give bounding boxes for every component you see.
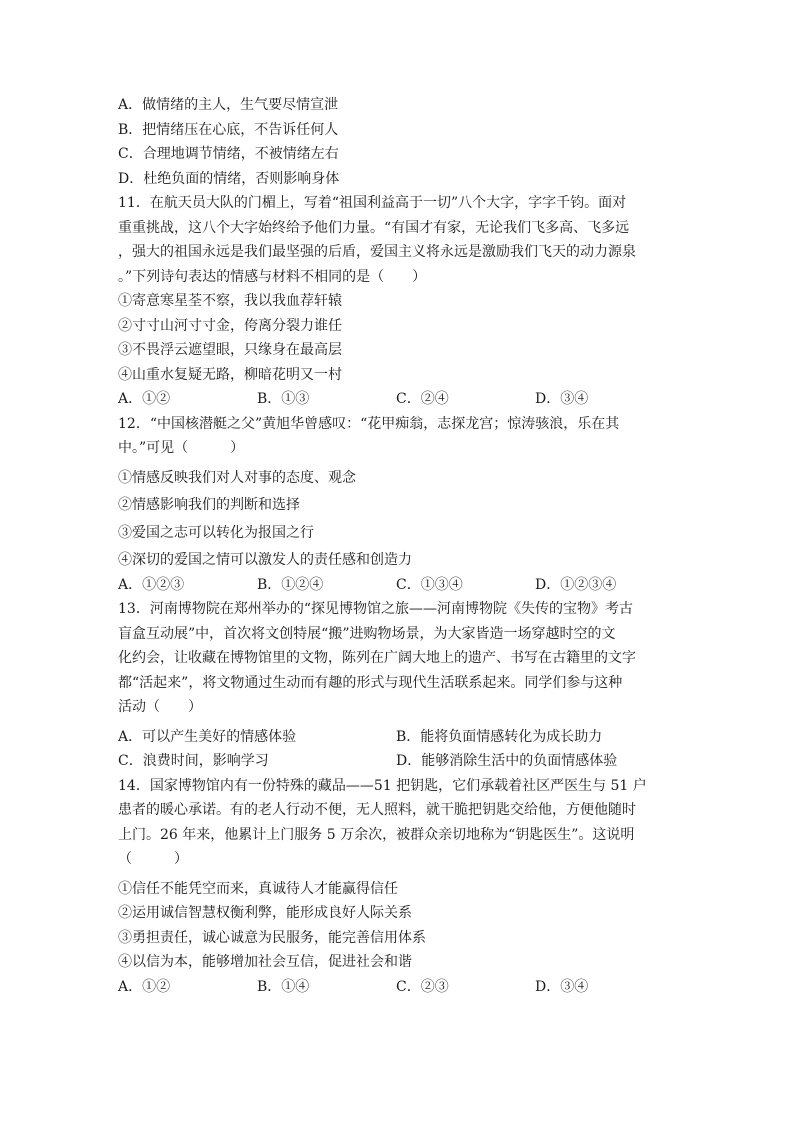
q11-item-1: ①寄意寒星荃不察，我以我血荐轩辕 <box>118 293 342 309</box>
q13-choice-d: D．能够消除生活中的负面情感体验 <box>396 753 618 769</box>
q14-choice-a: A．①② <box>118 978 171 995</box>
q12-choice-c: C．①③④ <box>396 576 463 593</box>
q11-choice-d: D．③④ <box>535 391 589 407</box>
question-11 <box>118 191 678 412</box>
q12-choice-a: A．①②③ <box>118 576 185 593</box>
q11-stem-line: 11．在航天员大队的门楣上，写着“祖国利益高于一切”八个大字，字字千钧。面对 <box>118 195 627 211</box>
q14-item-3: ③勇担责任，诚心诚意为民服务，能完善信用体系 <box>118 929 426 946</box>
q13-stem-line: 盲盒互动展”中，首次将文创特展“搬”进购物场景，为大家皆造一场穿越时空的文 <box>118 625 616 642</box>
q14-item-2: ②运用诚信智慧权衡利弊，能形成良好人际关系 <box>118 905 412 921</box>
q10-option-c: C．合理地调节情绪，不被情绪左右 <box>118 146 339 162</box>
q13-choices-row-1 <box>118 725 678 750</box>
q13-choices-row-2 <box>118 749 678 774</box>
q11-choice-c: C．②④ <box>396 391 449 407</box>
question-12 <box>118 412 678 598</box>
q12-item-3: ③爱国之志可以转化为报国之行 <box>118 524 314 541</box>
question-13 <box>118 597 678 774</box>
q13-choice-a: A．可以产生美好的情感体验 <box>118 728 297 745</box>
question-14 <box>118 774 678 1000</box>
q14-choice-b: B．①④ <box>257 978 310 995</box>
q13-choice-c: C．浪费时间，影响学习 <box>118 753 269 769</box>
q11-item-3: ③不畏浮云遮望眼，只缘身在最高层 <box>118 342 342 358</box>
q12-item-4: ④深切的爱国之情可以激发人的责任感和创造力 <box>118 552 412 568</box>
q13-stem-line: 13．河南博物院在郑州举办的“探见博物馆之旅——河南博物院《失传的宝物》考古 <box>118 601 633 617</box>
q10-option-b: B．把情绪压在心底，不告诉任何人 <box>118 121 339 138</box>
q11-item-2: ②寸寸山河寸寸金，侉离分裂力谁任 <box>118 317 342 334</box>
q11-stem-line: 。”下列诗句表达的情感与材料不相同的是（ ） <box>118 268 427 285</box>
q12-choices <box>118 573 678 598</box>
q12-item-2: ②情感影响我们的判断和选择 <box>118 497 300 513</box>
q14-stem-line: 上门。26 年来，他累计上门服务 5 万余次，被群众亲切地称为“钥匙医生”。这说明 <box>118 826 635 843</box>
q10-options <box>118 93 678 191</box>
q12-choice-d: D．①②③④ <box>535 576 617 593</box>
q14-stem-line: 14．国家博物馆内有一份特殊的藏品——51 把钥匙，它们承载着社区严医生与 51 户 <box>118 777 647 794</box>
q11-stem-line: 重重挑战，这八个大字始终给予他们力量。“有国才有家，无论我们飞多高、飞多远 <box>118 219 630 236</box>
q14-choice-c: C．②③ <box>396 978 449 995</box>
q13-stem-line: 活动（ ） <box>118 699 202 715</box>
q12-choice-b: B．①②④ <box>257 576 324 593</box>
q12-item-1: ①情感反映我们对人对事的态度、观念 <box>118 469 356 486</box>
q14-item-4: ④以信为本，能够增加社会互信，促进社会和谐 <box>118 954 412 970</box>
q14-choice-d: D．③④ <box>535 978 589 995</box>
q13-stem-line: 都“活起来”，将文物通过生动而有趣的形式与现代生活联系起来。同学们参与这种 <box>118 674 623 691</box>
q10-option-a: A．做情绪的主人，生气要尽情宣泄 <box>118 97 339 113</box>
q11-stem-line: ，强大的祖国永远是我们最坚强的后盾，爱国主义将永远是激励我们飞天的动力源泉 <box>118 244 636 260</box>
q10-option-d: D．杜绝负面的情绪，否则影响身体 <box>118 170 340 187</box>
q14-stem-line: 患者的暖心承诺。有的老人行动不便，无人照料，就干脆把钥匙交给他，方便他随时 <box>118 802 636 818</box>
q13-stem-line: 化约会，让收藏在博物馆里的文物，陈列在广阔大地上的遗产、书写在古籍里的文字 <box>118 650 636 666</box>
q13-choice-b: B．能将负面情感转化为成长助力 <box>396 728 603 745</box>
q11-choice-b: B．①③ <box>257 391 310 407</box>
q14-item-1: ①信任不能凭空而来，真诚待人才能赢得信任 <box>118 880 398 897</box>
q11-choice-a: A．①② <box>118 391 171 407</box>
q12-stem-line: 12．“中国核潜艇之父”黄旭华曾感叹：“花甲痴翁，志探龙宫；惊涛骇浪，乐在其 <box>118 415 620 432</box>
q12-stem-line: 中。”可见（ ） <box>118 440 245 456</box>
q11-item-4: ④山重水复疑无路，柳暗花明又一村 <box>118 366 342 383</box>
q14-choices <box>118 975 678 1000</box>
page-content <box>118 93 678 999</box>
q14-stem-line: （ ） <box>118 851 188 867</box>
q11-choices <box>118 387 678 412</box>
